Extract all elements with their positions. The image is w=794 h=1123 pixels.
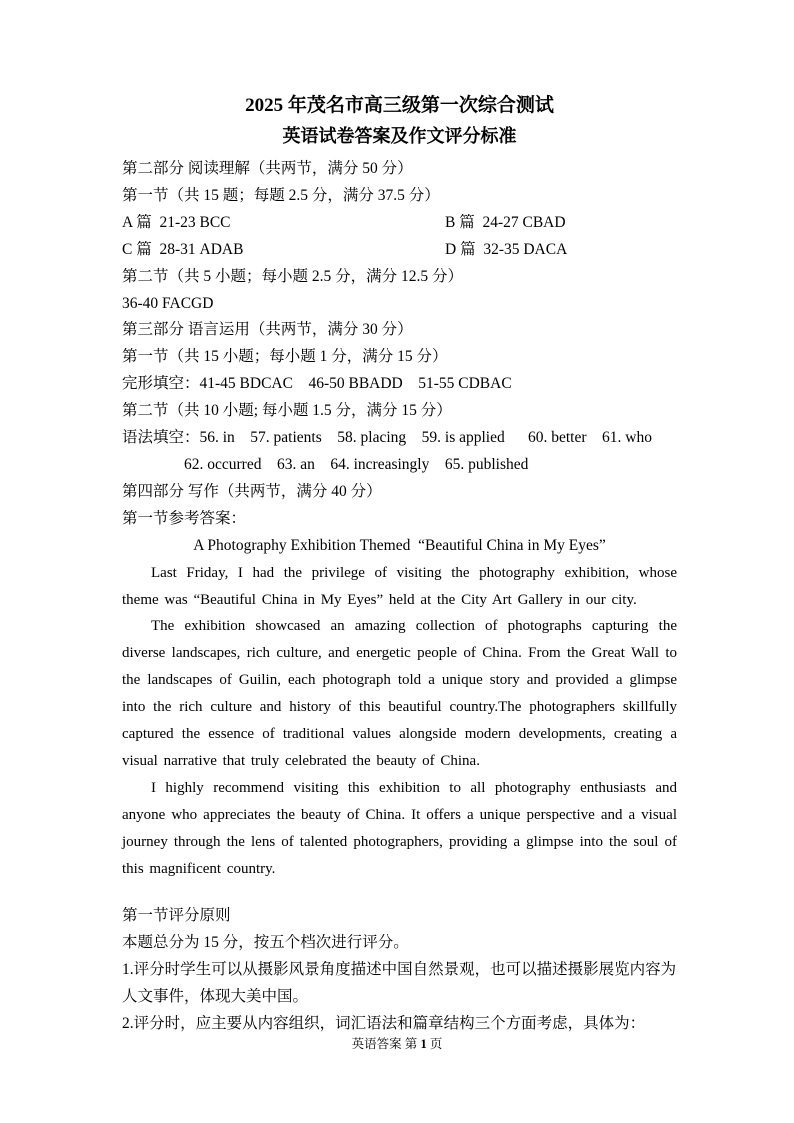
- part4-heading: 第四部分 写作（共两节，满分 40 分）: [122, 482, 382, 500]
- passage-answers-row-2: [122, 237, 677, 264]
- passage-b-answers: B 篇 24-27 CBAD: [445, 213, 566, 231]
- grammar-answers-line2: 62. occurred 63. an 64. increasingly 65. published: [184, 455, 529, 473]
- page-footer: [0, 1036, 794, 1052]
- part2-section1-heading: 第一节（共 15 题；每题 2.5 分，满分 37.5 分）: [122, 186, 440, 204]
- scoring-principles-heading: 第一节评分原则: [122, 907, 231, 925]
- passage-d-answers: D 篇 32-35 DACA: [445, 240, 568, 258]
- part2-section2-heading: 第二节（共 5 小题；每小题 2.5 分，满分 12.5 分）: [122, 267, 464, 285]
- essay-title: A Photography Exhibition Themed “Beautiful China in My Eyes”: [193, 536, 606, 554]
- passage-c-answers: C 篇 28-31 ADAB: [122, 240, 244, 258]
- scoring-item-1: 1.评分时学生可以从摄影风景角度描述中国自然景观，也可以描述摄影展览内容为人文事件，体现大美中国。: [122, 961, 677, 1006]
- passage-answers-row-1: [122, 210, 677, 237]
- part2-heading: 第二部分 阅读理解（共两节，满分 50 分）: [122, 160, 413, 177]
- part3-heading: 第三部分 语言运用（共两节，满分 30 分）: [122, 321, 413, 339]
- essay-paragraph-3: I highly recommend visiting this exhibition to all photography enthusiasts and anyone who appreciates the beauty of China. It offers a unique perspective and a visual journey through the lens of talented photographers, providing a glimpse into the soul of this magnificent country.: [122, 779, 677, 877]
- grammar-answers-line1: 语法填空：56. in 57. patients 58. placing 59. is applied 60. better 61. who: [122, 429, 652, 447]
- essay-paragraph-1: Last Friday, I had the privilege of visiting the photography exhibition, whose theme was “Beautiful China in My Eyes” held at the City Art Gallery in our city.: [122, 564, 677, 608]
- part3-section1-heading: 第一节（共 15 小题；每小题 1 分，满分 15 分）: [122, 348, 448, 366]
- footer-label-suffix: 页: [426, 1037, 443, 1051]
- cloze-answers: 完形填空：41-45 BDCAC 46-50 BBADD 51-55 CDBAC: [122, 375, 512, 393]
- part3-section2-heading: 第二节（共 10 小题; 每小题 1.5 分，满分 15 分）: [122, 402, 452, 420]
- page-subtitle: 英语试卷答案及作文评分标准: [282, 126, 517, 146]
- part2-section2-answers: 36-40 FACGD: [122, 294, 214, 312]
- page-title: 2025 年茂名市高三级第一次综合测试: [245, 95, 554, 116]
- scoring-total-line: 本题总分为 15 分，按五个档次进行评分。: [122, 934, 409, 952]
- essay-paragraph-2: The exhibition showcased an amazing collection of photographs capturing the diverse landscapes, rich culture, and energetic people of China. From the Great Wall to the landscapes of Guilin, each photograph told a unique story and provided a glimpse into the rich culture and history of this beautiful country.The photographers skillfully captured the essence of traditional values alongside modern developments, creating a visual narrative that truly celebrated the beauty of China.: [122, 618, 677, 769]
- footer-page-number: 1: [420, 1037, 427, 1051]
- part4-section1-label: 第一节参考答案：: [122, 509, 247, 527]
- scoring-item-2: 2.评分时，应主要从内容组织，词汇语法和篇章结构三个方面考虑，具体为：: [122, 1015, 646, 1033]
- footer-label-prefix: 英语答案 第: [351, 1037, 421, 1051]
- passage-a-answers: A 篇 21-23 BCC: [122, 213, 231, 231]
